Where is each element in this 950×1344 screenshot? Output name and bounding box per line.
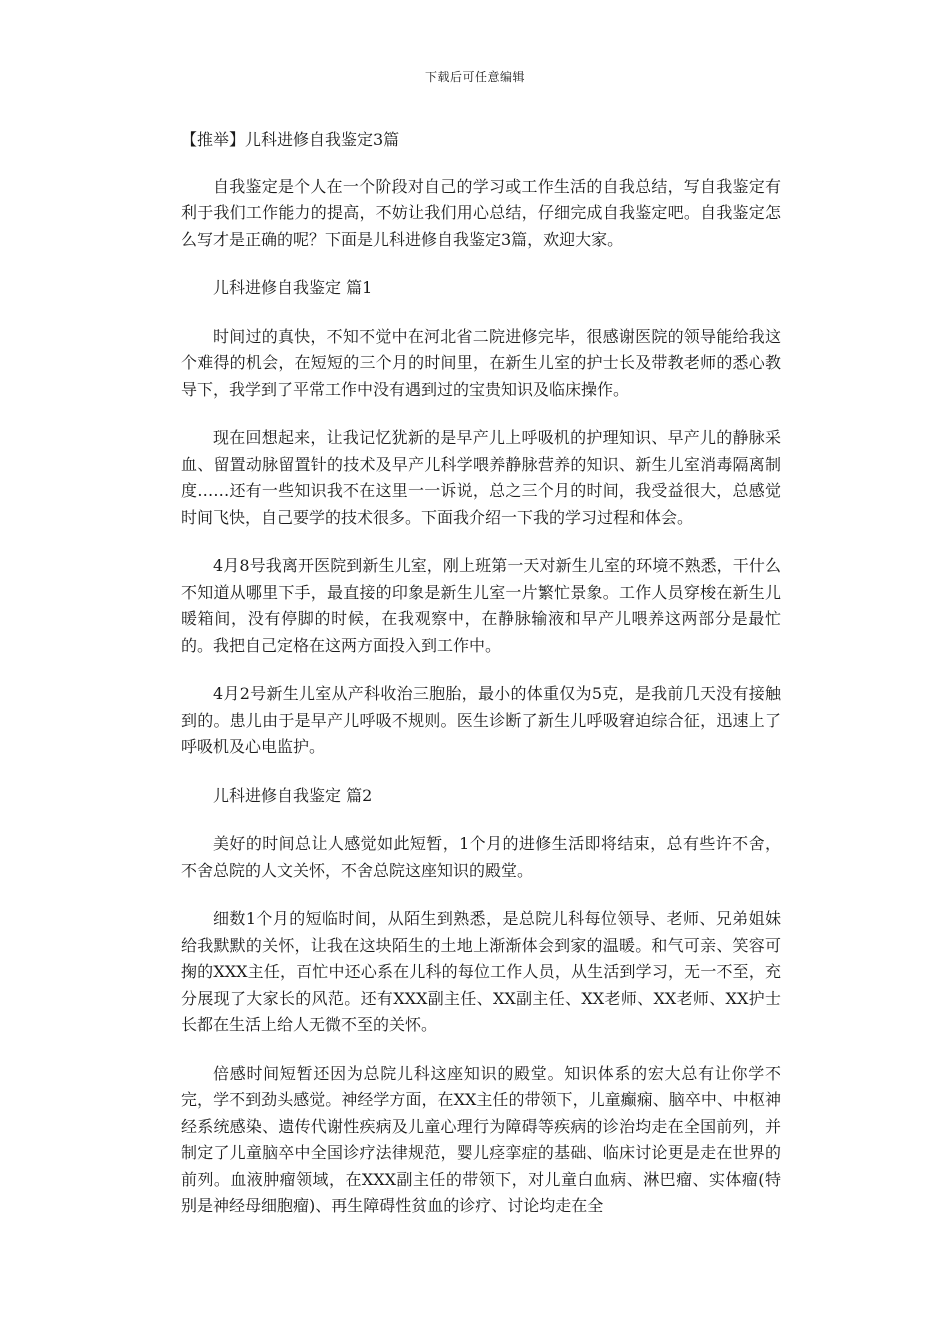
document-body bbox=[181, 127, 781, 1242]
document-title: 【推举】儿科进修自我鉴定3篇 bbox=[181, 130, 400, 149]
body-paragraph: 美好的时间总让人感觉如此短暂，1个月的进修生活即将结束，总有些许不舍，不舍总院的人文关怀，不舍总院这座知识的殿堂。 bbox=[181, 834, 781, 880]
intro-paragraph: 自我鉴定是个人在一个阶段对自己的学习或工作生活的自我总结，写自我鉴定有利于我们工作能力的提高，不妨让我们用心总结，仔细完成自我鉴定吧。自我鉴定怎么写才是正确的呢？下面是儿科进修自我鉴定3篇，欢迎大家。 bbox=[181, 176, 781, 249]
body-paragraph: 倍感时间短暂还因为总院儿科这座知识的殿堂。知识体系的宏大总有让你学不完，学不到劲头感觉。神经学方面，在XX主任的带领下，儿童癫痫、脑卒中、中枢神经系统感染、遗传代谢性疾病及儿童心理行为障碍等疾病的诊治均走在全国前列，并制定了儿童脑卒中全国诊疗法律规范，婴儿痉挛症的基础、临床讨论更是走在世界的前列。血液肿瘤领域，在XXX副主任的带领下，对儿童白血病、淋巴瘤、实体瘤(特别是神经母细胞瘤)、再生障碍性贫血的诊疗、讨论均走在全 bbox=[181, 1063, 781, 1215]
body-paragraph: 时间过的真快，不知不觉中在河北省二院进修完毕，很感谢医院的领导能给我这个难得的机会，在短短的三个月的时间里，在新生儿室的护士长及带教老师的悉心教导下，我学到了平常工作中没有遇到过的宝贵知识及临床操作。 bbox=[181, 326, 781, 399]
section-heading-2: 儿科进修自我鉴定 篇2 bbox=[213, 785, 373, 805]
body-paragraph: 4月2号新生儿室从产科收治三胞胎，最小的体重仅为5克，是我前几天没有接触到的。患儿由于是早产儿呼吸不规则。医生诊断了新生儿呼吸窘迫综合征，迅速上了呼吸机及心电监护。 bbox=[181, 684, 781, 756]
body-paragraph: 4月8号我离开医院到新生儿室，刚上班第一天对新生儿室的环境不熟悉，干什么不知道从哪里下手，最直接的印象是新生儿室一片繁忙景象。工作人员穿梭在新生儿暖箱间，没有停脚的时候，在我观察中，在静脉输液和早产儿喂养这两部分是最忙的。我把自己定格在这两方面投入到工作中。 bbox=[181, 556, 781, 655]
header-note: 下载后可任意编辑 bbox=[424, 70, 525, 84]
body-paragraph: 细数1个月的短临时间，从陌生到熟悉，是总院儿科每位领导、老师、兄弟姐妹给我默默的关怀，让我在这块陌生的土地上渐渐体会到家的温暖。和气可亲、笑容可掬的XXX主任，百忙中还心系在儿科的每位工作人员，从生活到学习，无一不至，充分展现了大家长的风范。还有XXX副主任、XX副主任、XX老师、XX老师、XX护士长都在生活上给人无微不至的关怀。 bbox=[181, 909, 781, 1034]
body-paragraph: 现在回想起来，让我记忆犹新的是早产儿上呼吸机的护理知识、早产儿的静脉采血、留置动脉留置针的技术及早产儿科学喂养静脉营养的知识、新生儿室消毒隔离制度……还有一些知识我不在这里一一诉说，总之三个月的时间，我受益很大，总感觉时间飞快，自己要学的技术很多。下面我介绍一下我的学习过程和体会。 bbox=[181, 428, 781, 527]
section-heading-1: 儿科进修自我鉴定 篇1 bbox=[213, 278, 373, 297]
